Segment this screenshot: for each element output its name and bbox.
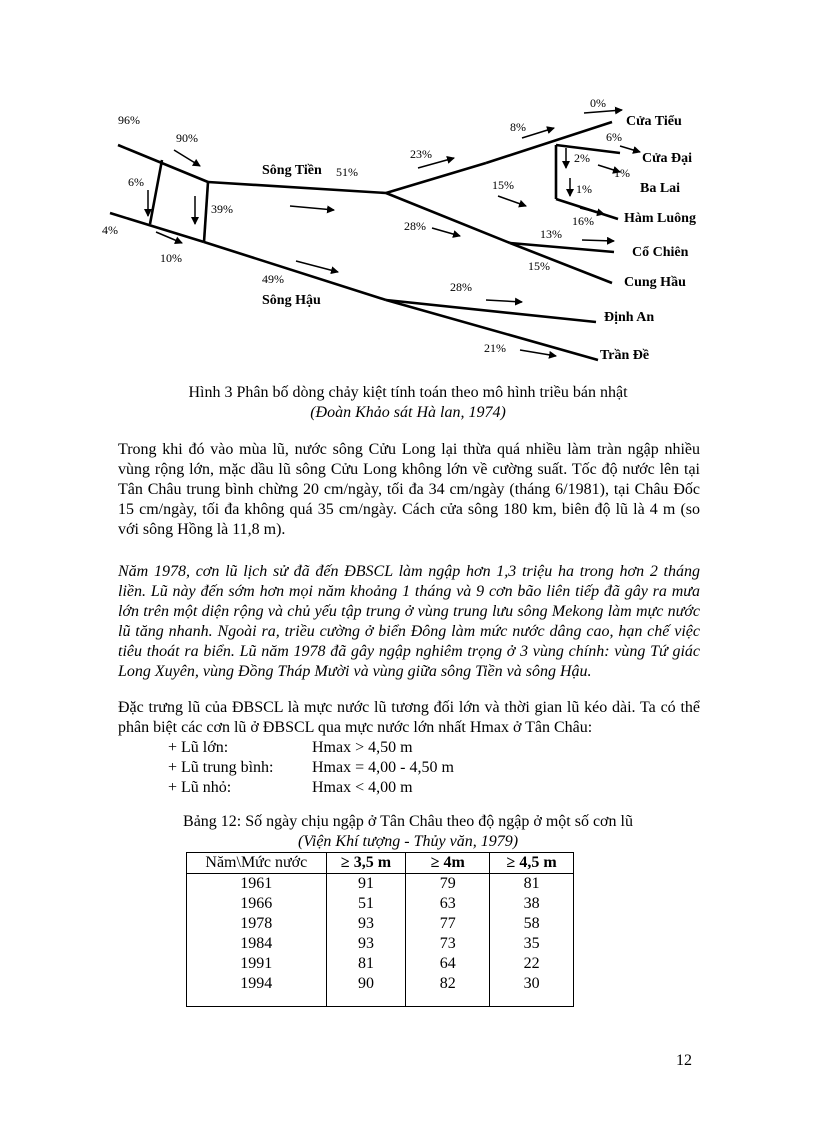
pct-1-lower: 1%: [576, 182, 592, 196]
col-header-3-5m: ≥ 3,5 m: [326, 853, 406, 874]
page-number: 12: [676, 1052, 692, 1069]
pct-8: 8%: [510, 120, 526, 134]
pct-4: 4%: [102, 223, 118, 237]
list-item: + Lũ nhỏ: Hmax < 4,00 m: [168, 779, 413, 796]
table-row: 1961 91 79 81: [187, 874, 574, 895]
pct-2: 2%: [574, 151, 590, 165]
figure-source: (Đoàn Khảo sát Hà lan, 1974): [310, 404, 506, 421]
paragraph-flood-1978: Năm 1978, cơn lũ lịch sử đã đến ĐBSCL làm ngập hơn 1,3 triệu ha trong hơn 2 tháng liền. Lũ này đến sớm hơn mọi năm khoảng 1 tháng và 9 cơn bão liên tiếp đã gây ra mưa lớn trên một diện rộng và chủ yếu tập trung ở vùng trung lưu sông Mekong làm mực nước lũ tăng nhanh. Ngoài ra, triều cường ở biển Đông làm mức nước dâng cao, hạn chế việc tiêu thoát ra biển. Lũ năm 1978 đã gây ngập nghiêm trọng ở 3 vùng chính: vùng Tứ giác Long Xuyên, vùng Đồng Tháp Mười và vùng giữa sông Tiền và sông Hậu.: [118, 563, 700, 680]
label-co-chien: Cổ Chiên: [632, 245, 689, 260]
river-flow-diagram: [0, 90, 816, 380]
pct-15-tien: 15%: [492, 178, 514, 192]
table-source: (Viện Khí tượng - Thủy văn, 1979): [297, 833, 519, 850]
pct-39: 39%: [211, 202, 233, 216]
table-header-row: [187, 853, 574, 874]
label-song-hau: Sông Hậu: [262, 293, 321, 308]
flood-class-list: [168, 738, 454, 798]
label-cua-tieu: Cửa Tiểu: [626, 114, 682, 129]
pct-28-hau: 28%: [450, 280, 472, 294]
list-item: + Lũ trung bình: Hmax = 4,00 - 4,50 m: [168, 759, 454, 776]
pct-21: 21%: [484, 341, 506, 355]
flood-days-table: [186, 852, 574, 1007]
table-row: 1966 51 63 38: [187, 894, 574, 914]
figure-caption: Hình 3 Phân bố dòng chảy kiệt tính toán theo mô hình triều bán nhật: [188, 384, 628, 401]
pct-49: 49%: [262, 272, 284, 286]
pct-96: 96%: [118, 113, 140, 127]
label-song-tien: Sông Tiền: [262, 163, 322, 178]
col-header-4-5m: ≥ 4,5 m: [490, 853, 574, 874]
pct-90: 90%: [176, 131, 198, 145]
pct-13: 13%: [540, 227, 562, 241]
list-item: + Lũ lớn: Hmax > 4,50 m: [168, 739, 413, 756]
label-tran-de: Trần Đề: [600, 348, 650, 363]
table-row: 1994 90 82 30: [187, 974, 574, 1007]
pct-6-left: 6%: [128, 175, 144, 189]
col-header-4m: ≥ 4m: [406, 853, 490, 874]
label-ba-lai: Ba Lai: [640, 181, 681, 196]
pct-0: 0%: [590, 96, 606, 110]
label-dinh-an: Định An: [604, 310, 655, 325]
label-cung-hau: Cung Hầu: [624, 275, 686, 290]
table-row: 1978 93 77 58: [187, 914, 574, 934]
pct-16: 16%: [572, 214, 594, 228]
paragraph-flood-season: Trong khi đó vào mùa lũ, nước sông Cửu Long lại thừa quá nhiều làm tràn ngập nhiều vùng rộng lớn, mặc dầu lũ sông Cửu Long không lớn về cường suất. Tốc độ nước lên tại Tân Châu trung bình chừng 20 cm/ngày, tối đa 34 cm/ngày (tháng 6/1981), tại Châu Đốc 15 cm/ngày, tối đa không quá 35 cm/ngày. Cách cửa sông 180 km, biên độ lũ là 4 m (so với sông Hồng là 11,8 m).: [118, 441, 700, 538]
pct-10: 10%: [160, 251, 182, 265]
col-header-year: Năm\Mức nước: [187, 853, 327, 874]
label-ham-luong: Hàm Luông: [624, 211, 696, 226]
label-cua-dai: Cửa Đại: [642, 151, 693, 166]
pct-51: 51%: [336, 165, 358, 179]
pct-28-tien: 28%: [404, 219, 426, 233]
table-caption: Bảng 12: Số ngày chịu ngập ở Tân Châu theo độ ngập ở một số cơn lũ: [183, 813, 633, 830]
pct-23: 23%: [410, 147, 432, 161]
pct-15-hau: 15%: [528, 259, 550, 273]
pct-1-upper: 1%: [614, 166, 630, 180]
pct-6-right: 6%: [606, 130, 622, 144]
paragraph-flood-characteristics: Đặc trưng lũ của ĐBSCL là mực nước lũ tương đối lớn và thời gian lũ kéo dài. Ta có thể phân biệt các cơn lũ ở ĐBSCL qua mực nước lớn nhất Hmax ở Tân Châu:: [118, 699, 700, 736]
table-row: 1991 81 64 22: [187, 954, 574, 974]
table-row: 1984 93 73 35: [187, 934, 574, 954]
